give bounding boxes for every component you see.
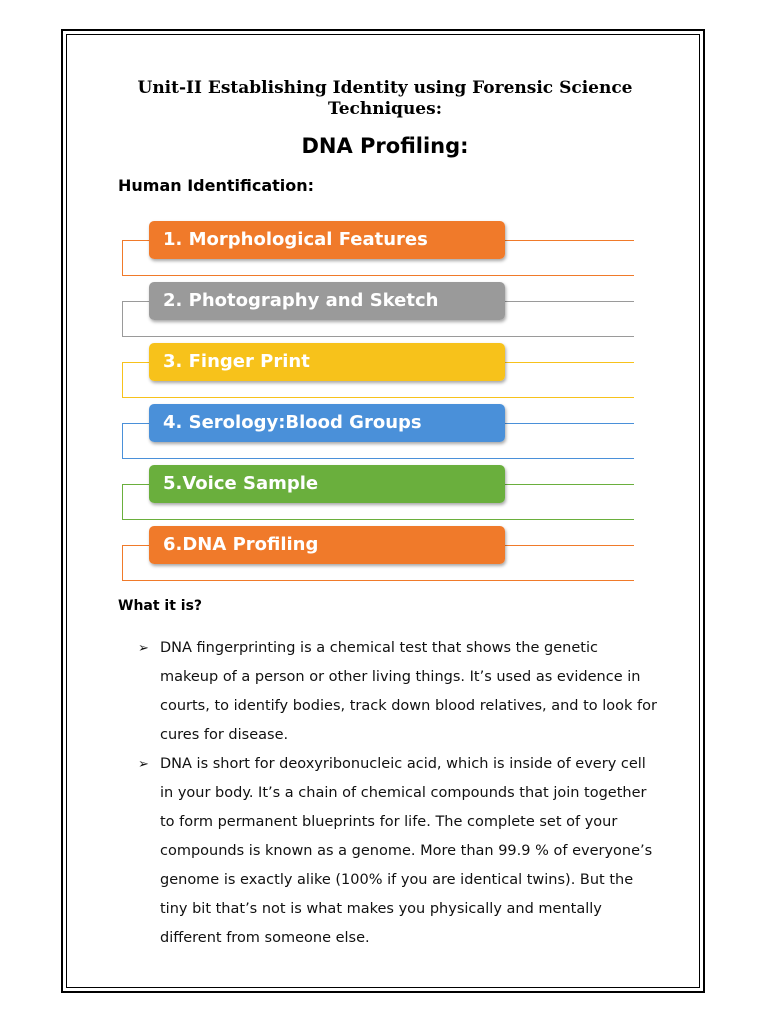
page-heading: DNA Profiling: <box>301 134 469 158</box>
method-row <box>0 403 768 463</box>
connector-line-left <box>122 545 150 546</box>
connector-line-left <box>122 484 150 485</box>
method-label-bar: 6.DNA Profiling <box>149 526 505 564</box>
connector-line-left <box>122 240 150 241</box>
subheading: Human Identification: <box>118 176 315 195</box>
connector-line-left <box>122 362 150 363</box>
connector-line-right <box>505 301 634 302</box>
connector-line-right <box>505 545 634 546</box>
method-label-bar: 5.Voice Sample <box>149 465 505 503</box>
bullet-text: DNA fingerprinting is a chemical test that shows the genetic makeup of a person or other living things. It’s used as evidence in courts, to identify bodies, track down blood relatives, and to look for cures for disease. <box>160 640 657 743</box>
connector-line-left <box>122 301 150 302</box>
connector-line-right <box>505 240 634 241</box>
document-title-line1: Unit-II Establishing Identity using Forensic Science <box>137 78 633 98</box>
connector-line-right <box>505 423 634 424</box>
connector-line-left <box>122 423 150 424</box>
method-row <box>0 281 768 341</box>
connector-line-right <box>505 484 634 485</box>
method-label-bar: 4. Serology:Blood Groups <box>149 404 505 442</box>
bullet-list <box>138 634 658 953</box>
method-row <box>0 464 768 524</box>
bullet-item <box>138 750 658 953</box>
method-label-bar: 3. Finger Print <box>149 343 505 381</box>
method-row <box>0 220 768 280</box>
method-row <box>0 525 768 585</box>
bullet-text: DNA is short for deoxyribonucleic acid, which is inside of every cell in your body. It’s a chain of chemical compounds that join together to form permanent blueprints for life. The complete set of your compounds is known as a genome. More than 99.9 % of everyone’s genome is exactly alike (100% if you are identical twins). But the tiny bit that’s not is what makes you physically and mentally different from someone else. <box>160 756 653 946</box>
method-label-bar: 2. Photography and Sketch <box>149 282 505 320</box>
section-title: What it is? <box>118 598 203 614</box>
document-title-line2: Techniques: <box>328 99 442 119</box>
arrow-bullet-icon: ➢ <box>138 641 149 656</box>
method-label-bar: 1. Morphological Features <box>149 221 505 259</box>
arrow-bullet-icon: ➢ <box>138 757 149 772</box>
method-row <box>0 342 768 402</box>
connector-line-right <box>505 362 634 363</box>
bullet-item <box>138 634 658 750</box>
